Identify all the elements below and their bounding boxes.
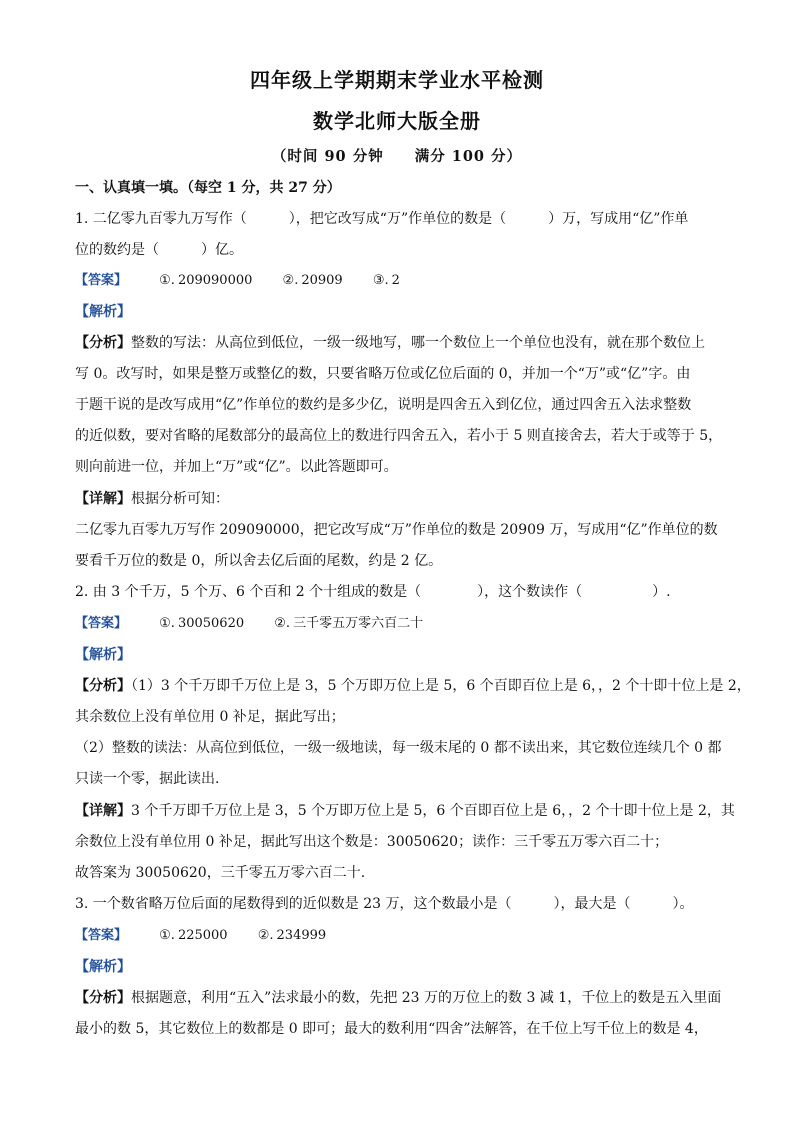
question-2-fenxi-line bbox=[75, 676, 751, 696]
page-title: 四年级上学期期末学业水平检测 bbox=[250, 68, 544, 92]
question-2-xiangjie-line: 余数位上没有单位用 0 补足，据此写出这个数是：30050620；读作：三千零五万零六百二十； bbox=[75, 834, 669, 850]
question-1-xiangjie-line: 二亿零九百零九万写作 209090000，把它改写成“万”作单位的数是 20909 万，写成用“亿”作单位的数 bbox=[75, 522, 718, 538]
analysis-label: 【解析】 bbox=[75, 304, 131, 320]
exam-info: （时间 90 分钟 满分 100 分） bbox=[271, 148, 523, 165]
xiangjie-text: 3 个千万即千万位上是 3，5 个万即万位上是 5，6 个百即百位上是 6，，2 个十即十位上是 2，其 bbox=[131, 803, 735, 819]
question-1-fenxi-line: 于题干说的是改写成用“亿”作单位的数约是多少亿，说明是四舍五入到亿位，通过四舍五入法求整数 bbox=[75, 397, 692, 413]
answer-value: 234999 bbox=[276, 928, 327, 943]
question-3-answer bbox=[75, 926, 725, 946]
answer-value: 三千零五万零六百二十 bbox=[293, 616, 424, 631]
analysis-label: 【解析】 bbox=[75, 647, 131, 663]
question-3-fenxi-line bbox=[75, 988, 725, 1008]
answer-marker: ②. bbox=[282, 273, 299, 288]
question-2-answer bbox=[75, 614, 725, 634]
question-1-fenxi-line bbox=[75, 333, 725, 353]
question-2-fenxi-line: （2）整数的读法：从高位到低位，一级一级地读，每一级末尾的 0 都不读出来，其它数位连续几个 0 都 bbox=[75, 740, 722, 756]
question-1-line-2: 位的数约是（ ）亿。 bbox=[75, 242, 243, 258]
answer-marker: ①. bbox=[159, 616, 175, 631]
answer-marker: ③. bbox=[372, 273, 389, 288]
question-2-xiangjie-line: 故答案为 30050620，三千零五万零六百二十. bbox=[75, 865, 366, 881]
question-1-xiangjie-line bbox=[75, 489, 725, 509]
section-heading: 一、认真填一填。（每空 1 分，共 27 分） bbox=[75, 180, 341, 196]
question-2-fenxi-line: 只读一个零，据此读出. bbox=[75, 771, 220, 787]
question-2-line-1: 2. 由 3 个千万，5 个万、6 个百和 2 个十组成的数是（ ），这个数读作（ ）. bbox=[75, 584, 671, 600]
question-1-xiangjie-line: 要看千万位的数是 0，所以舍去亿后面的尾数，约是 2 亿。 bbox=[75, 553, 443, 569]
question-1-answer bbox=[75, 271, 725, 291]
xiangjie-label: 【详解】 bbox=[75, 491, 131, 507]
answer-marker: ②. bbox=[257, 928, 274, 943]
answer-value: 2 bbox=[391, 273, 400, 288]
answer-marker: ①. bbox=[159, 273, 175, 288]
answer-value: 225000 bbox=[177, 928, 228, 943]
analysis-label: 【解析】 bbox=[75, 959, 131, 975]
answer-label: 【答案】 bbox=[75, 273, 128, 288]
fenxi-text: （1）3 个千万即千万位上是 3，5 个万即万位上是 5，6 个百即百位上是 6，，2 个十即十位上是 2， bbox=[131, 678, 751, 694]
question-1-fenxi-line: 的近似数，要对省略的尾数部分的最高位上的数进行四舍五入，若小于 5 则直接舍去，若大于或等于 5， bbox=[75, 428, 723, 444]
fenxi-label: 【分析】 bbox=[75, 990, 131, 1006]
fenxi-text: 根据题意，利用“五入”法求最小的数，先把 23 万的万位上的数 3 减 1，千位上的数是五入里面 bbox=[131, 990, 722, 1006]
question-1-fenxi-line: 写 0。改写时，如果是整万或整亿的数，只要省略万位或亿位后面的 0，并加一个“万”或“亿”字。由 bbox=[75, 366, 691, 382]
answer-marker: ②. bbox=[274, 616, 291, 631]
fenxi-label: 【分析】 bbox=[75, 335, 131, 351]
answer-value: 20909 bbox=[301, 273, 343, 288]
answer-marker: ①. bbox=[159, 928, 175, 943]
answer-value: 30050620 bbox=[177, 616, 245, 631]
question-2-xiangjie-line bbox=[75, 801, 735, 821]
xiangjie-label: 【详解】 bbox=[75, 803, 131, 819]
answer-label: 【答案】 bbox=[75, 928, 128, 943]
fenxi-label: 【分析】 bbox=[75, 678, 131, 694]
question-3-fenxi-line: 最小的数 5，其它数位上的数都是 0 即可；最大的数利用“四舍”法解答，在千位上写千位上的数是 4， bbox=[75, 1021, 708, 1037]
question-2-fenxi-line: 其余数位上没有单位用 0 补足，据此写出； bbox=[75, 709, 345, 725]
fenxi-text: 整数的写法：从高位到低位，一级一级地写，哪一个数位上一个单位也没有，就在那个数位上 bbox=[131, 335, 705, 351]
answer-value: 209090000 bbox=[177, 273, 253, 288]
question-1-fenxi-line: 则向前进一位，并加上“万”或“亿”。以此答题即可。 bbox=[75, 459, 398, 475]
question-3-line-1: 3. 一个数省略万位后面的尾数得到的近似数是 23 万，这个数最小是（ ），最大是（ ）。 bbox=[75, 896, 694, 912]
answer-label: 【答案】 bbox=[75, 616, 128, 631]
question-1-line-1: 1. 二亿零九百零九万写作（ ），把它改写成“万”作单位的数是（ ）万，写成用“亿”作单 bbox=[75, 211, 689, 227]
xiangjie-text: 根据分析可知： bbox=[131, 491, 229, 507]
page-subtitle: 数学北师大版全册 bbox=[313, 109, 481, 133]
